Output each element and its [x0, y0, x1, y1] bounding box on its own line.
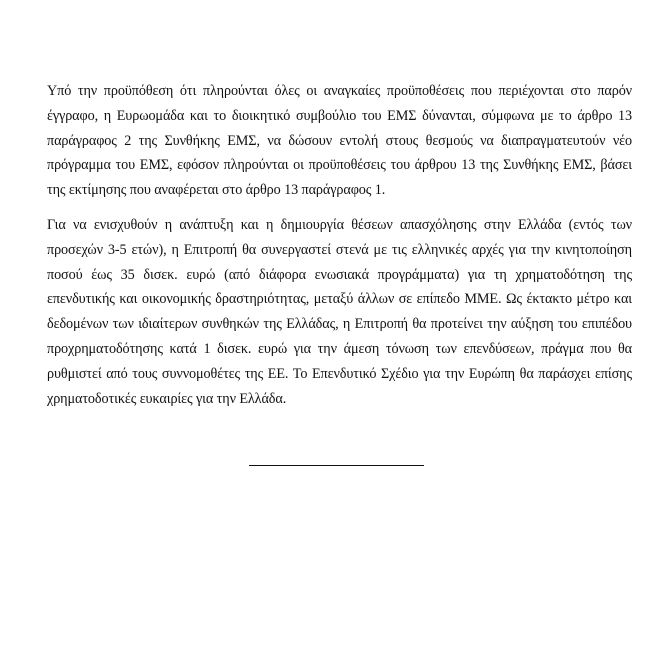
paragraph-esm-programme: Υπό την προϋπόθεση ότι πληρούνται όλες οι αναγκαίες προϋποθέσεις που περιέχονται στο παρόν έγγραφο, η Ευρωομάδα και το διοικητικό συμβούλιο του ΕΜΣ δύνανται, σύμφωνα με το άρθρο 13 παράγραφος 2 της Συνθήκης ΕΜΣ, να δώσουν εντολή στους θεσμούς να διαπραγματευτούν νέο πρόγραμμα του ΕΜΣ, εφόσον πληρούνται οι προϋποθέσεις του άρθρου 13 της Συνθήκης ΕΜΣ, βάσει της εκτίμησης που αναφέρεται στο άρθρο 13 παράγραφος 1.	[47, 83, 632, 199]
document-body	[47, 79, 632, 411]
paragraph-growth-investment: Για να ενισχυθούν η ανάπτυξη και η δημιουργία θέσεων απασχόλησης στην Ελλάδα (εντός των προσεχών 3-5 ετών), η Επιτροπή θα συνεργαστεί στενά με τις ελληνικές αρχές για την κινητοποίηση ποσού έως 35 δισεκ. ευρώ (από διάφορα ενωσιακά προγράμματα) για τη χρηματοδότηση της επενδυτικής και οικονομικής δραστηριότητας, μεταξύ άλλων σε επίπεδο ΜΜΕ. Ως έκτακτο μέτρο και δεδομένων των ιδιαίτερων συνθηκών της Ελλάδας, η Επιτροπή θα προτείνει την αύξηση του επιπέδου προχρηματοδότησης κατά 1 δισεκ. ευρώ για την άμεση τόνωση των επενδύσεων, πράγμα που θα ρυθμιστεί από τους συννομοθέτες της ΕΕ. Το Επενδυτικό Σχέδιο για την Ευρώπη θα παράσχει επίσης χρηματοδοτικές ευκαιρίες για την Ελλάδα.	[47, 216, 632, 407]
footnote-separator-line	[249, 465, 424, 466]
